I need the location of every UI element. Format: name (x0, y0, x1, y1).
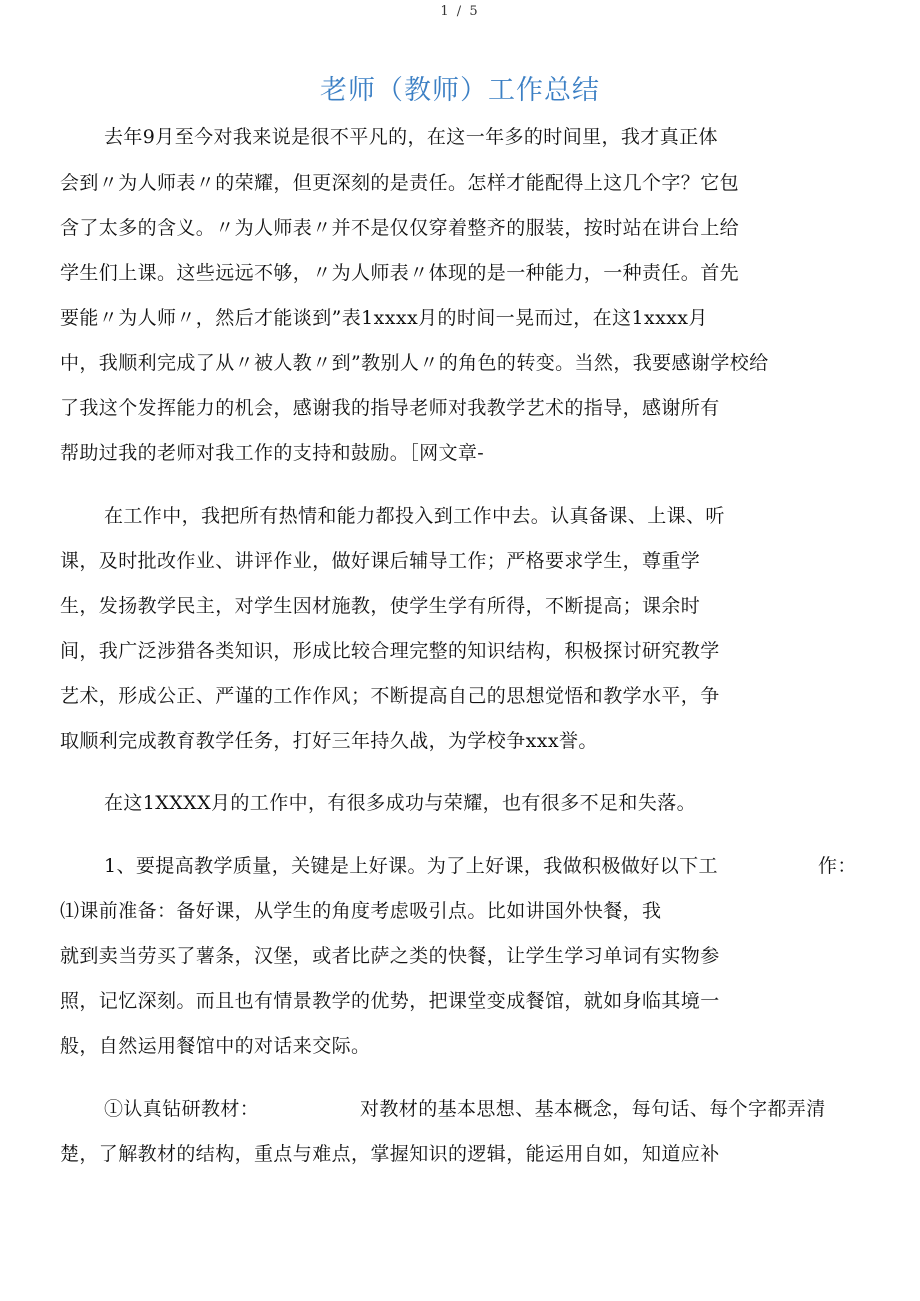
paragraph-2-line-2: 课，及时批改作业、讲评作业，做好课后辅导工作；严格要求学生，尊重学 (60, 550, 701, 572)
paragraph-4-line-5: 般，自然运用餐馆中的对话来交际。 (60, 1035, 371, 1057)
paragraph-2-line-6: 取顺利完成教育教学任务，打好三年持久战，为学校争xxx誉。 (60, 730, 598, 752)
paragraph-4-line-4: 照，记忆深刻。而且也有情景教学的优势，把课堂变成餐馆，就如身临其境一 (60, 990, 720, 1012)
paragraph-4-line-1-left: 1、要提高教学质量，关键是上好课。为了上好课，我做积极做好以下工 (104, 855, 718, 877)
paragraph-1-line-1: 去年9月至今对我来说是很不平凡的，在这一年多的时间里，我才真正体 (104, 126, 718, 148)
paragraph-2-line-1: 在工作中，我把所有热情和能力都投入到工作中去。认真备课、上课、听 (104, 505, 725, 527)
paragraph-1-line-3: 含了太多的含义。〃为人师表〃并不是仅仅穿着整齐的服装，按时站在讲台上给 (60, 217, 740, 239)
paragraph-4-line-1-right: 作： (818, 855, 857, 877)
paragraph-1-line-2: 会到〃为人师表〃的荣耀，但更深刻的是责任。怎样才能配得上这几个字？它包 (60, 172, 740, 194)
paragraph-1-line-6: 中，我顺利完成了从〃被人教〃到”教别人〃的角色的转变。当然，我要感谢学校给 (60, 352, 769, 374)
paragraph-1-line-7: 了我这个发挥能力的机会，感谢我的指导老师对我教学艺术的指导，感谢所有 (60, 397, 720, 419)
document-title: 老师（教师）工作总结 (320, 75, 600, 106)
paragraph-1-line-8: 帮助过我的老师对我工作的支持和鼓励。［网文章- (60, 442, 485, 464)
paragraph-3-line-1: 在这1XXXX月的工作中，有很多成功与荣耀，也有很多不足和失落。 (104, 792, 696, 814)
paragraph-5-line-1-left: ①认真钻研教材： (104, 1098, 260, 1120)
paragraph-2-line-3: 生，发扬教学民主，对学生因材施教，使学生学有所得，不断提高；课余时 (60, 595, 701, 617)
paragraph-4-line-2: ⑴课前准备：备好课，从学生的角度考虑吸引点。比如讲国外快餐，我 (60, 900, 662, 922)
paragraph-1-line-5: 要能〃为人师〃，然后才能谈到”表1xxxx月的时间一晃而过，在这1xxxx月 (60, 307, 708, 329)
page-number: 1 / 5 (440, 4, 480, 19)
paragraph-5-line-2: 楚，了解教材的结构，重点与难点，掌握知识的逻辑，能运用自如，知道应补 (60, 1143, 720, 1165)
paragraph-1-line-4: 学生们上课。这些远远不够，〃为人师表〃体现的是一种能力，一种责任。首先 (60, 262, 740, 284)
paragraph-5-line-1-right: 对教材的基本思想、基本概念，每句话、每个字都弄清 (360, 1098, 826, 1120)
paragraph-4-line-3: 就到卖当劳买了薯条，汉堡，或者比萨之类的快餐，让学生学习单词有实物参 (60, 945, 720, 967)
paragraph-2-line-5: 艺术，形成公正、严谨的工作作风；不断提高自己的思想觉悟和教学水平，争 (60, 685, 720, 707)
paragraph-2-line-4: 间，我广泛涉猎各类知识，形成比较合理完整的知识结构，积极探讨研究教学 (60, 640, 720, 662)
